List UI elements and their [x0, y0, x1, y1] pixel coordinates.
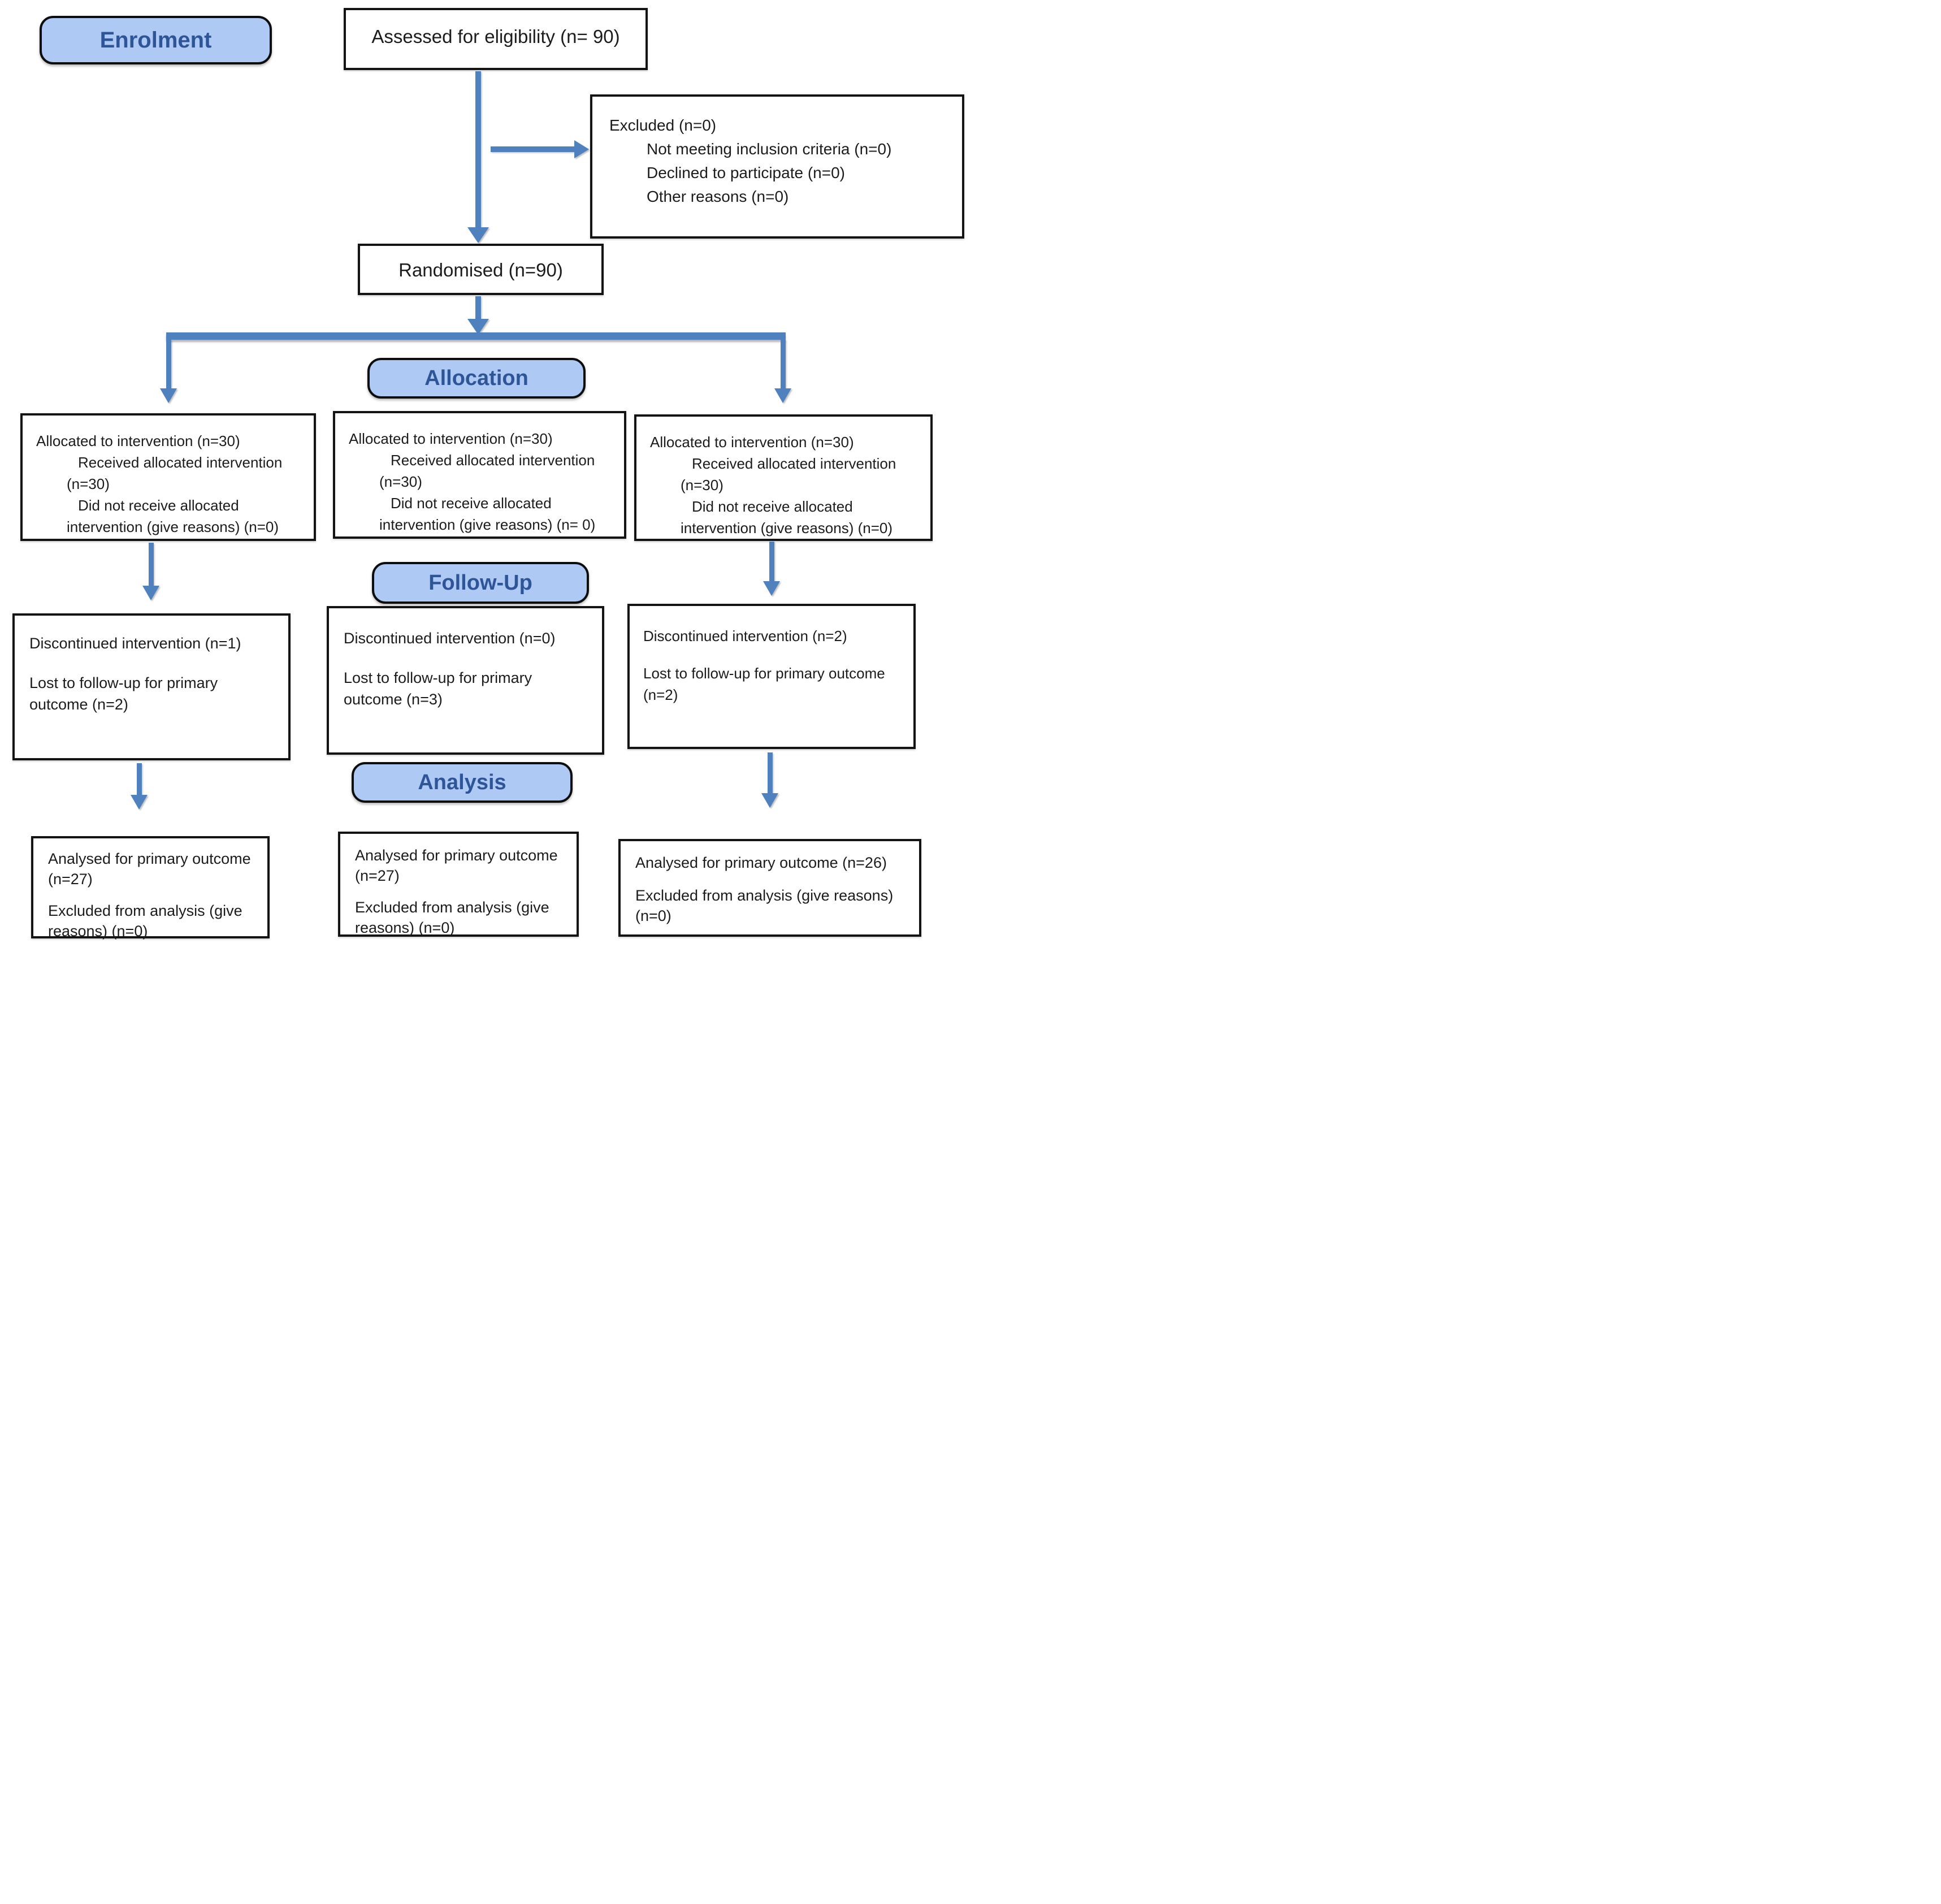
followup-left-line: Lost to follow-up for primary: [29, 674, 218, 691]
analysis-middle-line: Excluded from analysis (give: [355, 899, 549, 916]
analysis-right-line: Analysed for primary outcome (n=26): [635, 854, 887, 871]
followup-right-line: Lost to follow-up for primary outcome: [643, 665, 885, 682]
allocated-middle-line: Allocated to intervention (n=30): [349, 430, 553, 447]
arrow-branch-to-allocated-right-shaft: [781, 340, 786, 390]
box-analysis-middle: [338, 832, 579, 937]
arrow-followup-to-analysis-right-shaft: [768, 752, 773, 794]
allocated-right-line: intervention (give reasons) (n=0): [681, 520, 893, 536]
followup-right-line: (n=2): [643, 686, 678, 703]
box-analysis-right: [618, 839, 921, 937]
allocated-right-line: Did not receive allocated: [692, 498, 853, 515]
followup-middle-line: outcome (n=3): [344, 691, 443, 708]
consort-flow-diagram: [0, 0, 970, 952]
followup-left-line: outcome (n=2): [29, 696, 128, 713]
allocated-middle-line: Did not receive allocated: [391, 495, 552, 512]
allocated-left-line: Allocated to intervention (n=30): [36, 432, 240, 449]
arrow-branch-to-allocated-right-head: [774, 388, 791, 403]
arrow-allocated-to-followup-right-shaft: [769, 542, 774, 582]
analysis-left-line: Excluded from analysis (give: [48, 902, 242, 919]
arrow-followup-to-analysis-right-head: [761, 793, 778, 808]
arrow-assessed-to-randomised-head: [467, 227, 489, 243]
stage-pill-enrolment: [40, 16, 272, 64]
arrow-followup-to-analysis-left-head: [131, 795, 148, 810]
arrow-to-excluded-head: [574, 140, 589, 158]
arrow-to-excluded-shaft: [491, 146, 574, 152]
branch-bar: [166, 332, 786, 340]
followup-middle-line: Lost to follow-up for primary: [344, 669, 532, 686]
excluded-reason-line: Declined to participate (n=0): [647, 164, 845, 181]
arrow-assessed-to-randomised-shaft: [475, 71, 481, 228]
box-assessed-eligibility: [344, 8, 648, 70]
analysis-middle-line: reasons) (n=0): [355, 919, 455, 936]
stage-pill-analysis: [352, 762, 573, 803]
followup-right-line: Discontinued intervention (n=2): [643, 628, 847, 644]
allocated-left-line: intervention (give reasons) (n=0): [67, 518, 279, 535]
analysis-middle-line: Analysed for primary outcome: [355, 847, 558, 864]
analysis-right-line: Excluded from analysis (give reasons): [635, 887, 894, 904]
allocated-right-line: Received allocated intervention: [692, 455, 896, 472]
randomised-text: Randomised (n=90): [398, 259, 563, 280]
stage-pill-allocation: [367, 358, 586, 399]
arrow-allocated-to-followup-right-head: [763, 581, 780, 596]
allocated-left-line: (n=30): [67, 475, 110, 492]
allocated-middle-line: intervention (give reasons) (n= 0): [379, 516, 596, 533]
analysis-left-line: reasons) (n=0): [48, 923, 148, 940]
excluded-reason-line: Not meeting inclusion criteria (n=0): [647, 140, 892, 158]
arrow-branch-to-allocated-left-shaft: [166, 340, 171, 390]
allocated-middle-line: (n=30): [379, 473, 422, 490]
assessed-eligibility-text: Assessed for eligibility (n= 90): [371, 26, 620, 47]
arrow-followup-to-analysis-left-shaft: [137, 763, 142, 796]
box-excluded: [590, 94, 964, 239]
allocated-left-line: Received allocated intervention: [78, 454, 283, 471]
stage-pill-follow-up: [372, 562, 589, 604]
arrow-allocated-to-followup-left-shaft: [149, 543, 154, 587]
analysis-left-line: (n=27): [48, 871, 93, 888]
allocated-right-line: (n=30): [681, 477, 723, 494]
box-randomised: [358, 244, 604, 295]
allocated-left-line: Did not receive allocated: [78, 497, 239, 514]
analysis-right-line: (n=0): [635, 907, 671, 924]
box-followup-middle: [327, 606, 604, 755]
stage-pill-analysis-label: Analysis: [418, 770, 506, 794]
box-allocated-middle: [333, 411, 626, 539]
stage-pill-allocation-label: Allocation: [424, 366, 528, 390]
allocated-middle-line: Received allocated intervention: [391, 452, 595, 469]
arrow-branch-to-allocated-left-head: [160, 388, 177, 403]
box-allocated-left: [20, 413, 316, 541]
followup-middle-line: Discontinued intervention (n=0): [344, 630, 556, 647]
allocated-right-line: Allocated to intervention (n=30): [650, 434, 854, 451]
box-allocated-right: [634, 414, 933, 541]
box-analysis-left: [31, 836, 270, 938]
excluded-reason-line: Other reasons (n=0): [647, 188, 789, 205]
box-followup-right: [627, 604, 916, 749]
box-followup-left: [12, 613, 291, 760]
analysis-middle-line: (n=27): [355, 867, 400, 884]
stage-pill-follow-up-label: Follow-Up: [428, 570, 532, 595]
excluded-title-line: Excluded (n=0): [609, 116, 717, 134]
followup-left-line: Discontinued intervention (n=1): [29, 635, 241, 652]
analysis-left-line: Analysed for primary outcome: [48, 850, 251, 867]
arrow-randomised-to-branch-shaft: [475, 296, 481, 320]
arrow-allocated-to-followup-left-head: [142, 586, 159, 600]
stage-pill-enrolment-label: Enrolment: [99, 27, 212, 53]
